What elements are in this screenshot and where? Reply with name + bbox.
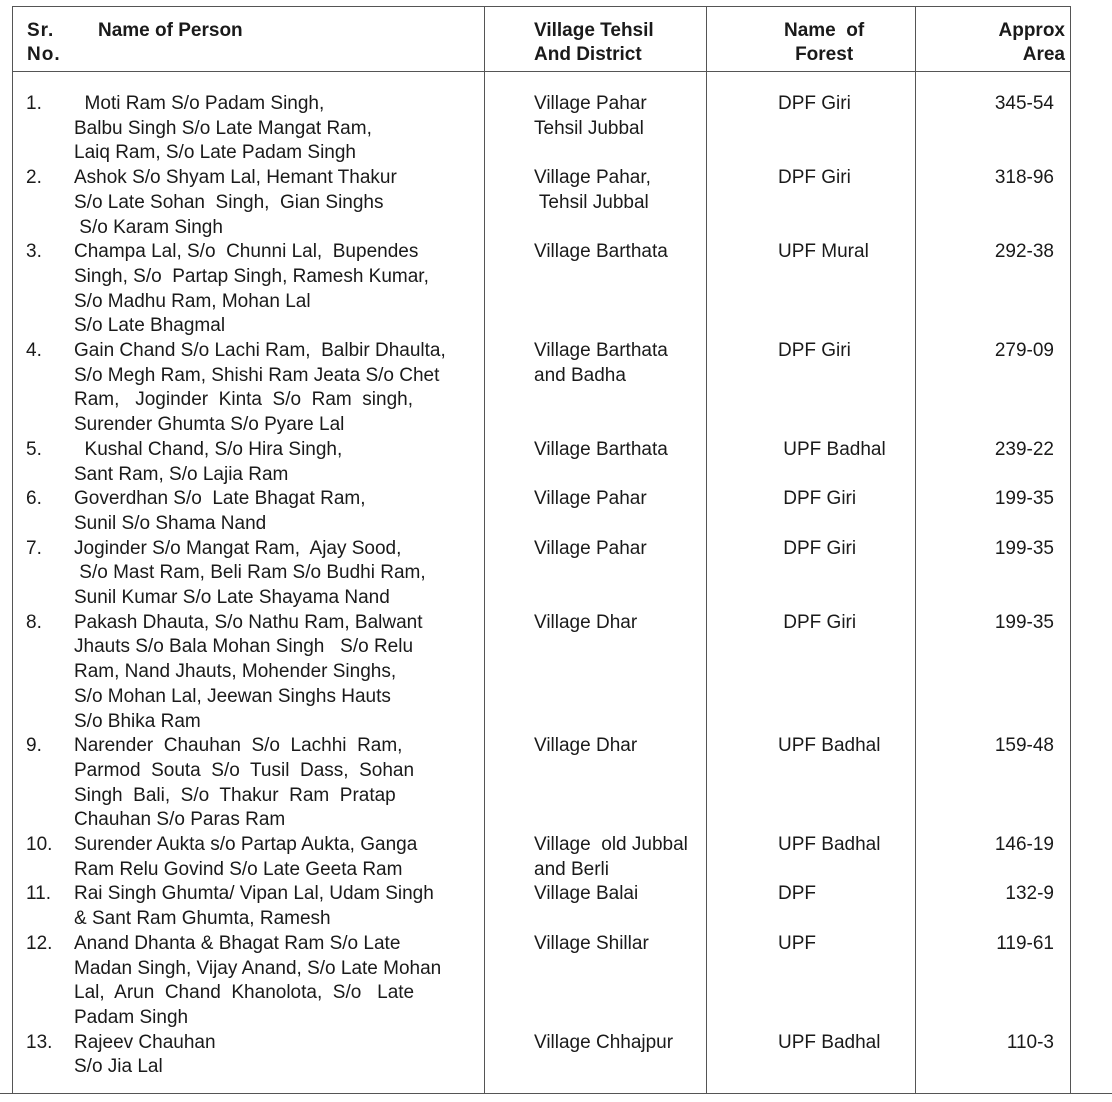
row-village: [534, 932, 704, 957]
village-line: Village Pahar: [534, 537, 647, 559]
bottom-rule: [0, 1093, 1112, 1094]
row-forest: DPF Giri: [778, 611, 857, 633]
row-sr-no: 3.: [26, 241, 42, 263]
person-name-line: Pakash Dhauta, S/o Nathu Ram, Balwant: [74, 611, 423, 633]
row-sr-no: 9.: [26, 735, 42, 757]
row-village: [534, 833, 704, 882]
row-village: [534, 537, 704, 562]
row-forest: DPF Giri: [778, 537, 857, 559]
person-name-line: S/o Madhu Ram, Mohan Lal: [74, 290, 311, 312]
row-sr-no: 2.: [26, 167, 42, 189]
header-area-line1: Approx: [998, 20, 1065, 41]
row-area: 199-35: [994, 488, 1054, 510]
row-person-names: [74, 438, 474, 487]
row-area: 318-96: [994, 167, 1054, 189]
row-person-names: [74, 734, 474, 833]
person-name-line: S/o Jia Lal: [74, 1056, 163, 1078]
person-name-line: Ram Relu Govind S/o Late Geeta Ram: [74, 858, 403, 880]
row-forest: DPF: [778, 883, 816, 905]
person-name-line: Goverdhan S/o Late Bhagat Ram,: [74, 488, 366, 510]
row-sr-no: 6.: [26, 488, 42, 510]
person-name-line: Gain Chand S/o Lachi Ram, Balbir Dhaulta,: [74, 340, 446, 361]
person-name-line: S/o Late Sohan Singh, Gian Singhs: [74, 191, 384, 213]
row-sr-no: 5.: [26, 438, 42, 460]
village-line: Village Barthata: [534, 241, 668, 263]
row-area: 199-35: [994, 537, 1054, 559]
person-name-line: Joginder S/o Mangat Ram, Ajay Sood,: [74, 537, 402, 559]
row-forest: UPF Badhal: [778, 834, 881, 855]
header-name-of-person: [98, 19, 243, 43]
person-name-line: Anand Dhanta & Bhagat Ram S/o Late: [74, 932, 401, 954]
row-area: 279-09: [994, 340, 1054, 361]
row-person-names: [74, 240, 474, 339]
person-name-line: Rai Singh Ghumta/ Vipan Lal, Udam Singh: [74, 883, 434, 905]
column-divider: [706, 6, 707, 1094]
row-forest: DPF Giri: [778, 167, 851, 189]
row-forest: UPF Badhal: [778, 438, 886, 460]
person-name-line: Singh, S/o Partap Singh, Ramesh Kumar,: [74, 265, 429, 287]
person-name-line: Ram, Joginder Kinta S/o Ram singh,: [74, 389, 413, 411]
header-sr-line1: Sr.: [27, 20, 55, 41]
row-person-names: [74, 537, 474, 611]
village-line: Village Shillar: [534, 932, 649, 954]
row-area: 132-9: [1005, 883, 1054, 905]
column-divider: [915, 6, 916, 1094]
row-person-names: [74, 339, 474, 438]
row-village: [534, 882, 704, 907]
person-name-line: Jhauts S/o Bala Mohan Singh S/o Relu: [74, 636, 414, 658]
row-area: 119-61: [996, 932, 1054, 954]
person-name-line: Laiq Ram, S/o Late Padam Singh: [74, 142, 357, 164]
row-forest: UPF: [778, 932, 816, 954]
row-area: 199-35: [994, 611, 1054, 633]
person-name-line: Chauhan S/o Paras Ram: [74, 809, 286, 831]
person-name-line: S/o Mohan Lal, Jeewan Singhs Hauts: [74, 685, 391, 707]
row-person-names: [74, 932, 474, 1031]
row-person-names: [74, 1031, 474, 1080]
village-line: Village Pahar: [534, 93, 647, 114]
village-line: Village Barthata: [534, 340, 668, 361]
village-line: Village Pahar,: [534, 167, 651, 189]
column-divider: [484, 6, 485, 1094]
row-forest: UPF Badhal: [778, 735, 881, 757]
village-line: Tehsil Jubbal: [534, 191, 649, 213]
row-village: [534, 166, 704, 215]
row-village: [534, 92, 704, 141]
header-name-text: Name of Person: [98, 20, 243, 41]
row-sr-no: 12.: [26, 932, 53, 954]
person-name-line: S/o Bhika Ram: [74, 710, 201, 732]
row-forest: DPF Giri: [778, 340, 851, 361]
row-person-names: [74, 487, 474, 536]
row-sr-no: 4.: [26, 340, 42, 361]
row-village: [534, 1031, 704, 1056]
row-forest: UPF Badhal: [778, 1031, 881, 1053]
row-village: [534, 240, 704, 265]
person-name-line: S/o Late Bhagmal: [74, 315, 226, 337]
row-forest: UPF Mural: [778, 241, 869, 263]
row-person-names: [74, 166, 474, 240]
header-village: [534, 19, 654, 67]
header-area: [983, 19, 1065, 67]
row-person-names: [74, 833, 474, 882]
header-area-line2: Area: [1022, 44, 1065, 65]
person-name-line: S/o Megh Ram, Shishi Ram Jeata S/o Chet: [74, 364, 440, 386]
person-name-line: Parmod Souta S/o Tusil Dass, Sohan: [74, 759, 415, 781]
village-line: Village Barthata: [534, 438, 668, 460]
row-village: [534, 487, 704, 512]
row-sr-no: 11.: [26, 883, 52, 905]
person-name-line: S/o Mast Ram, Beli Ram S/o Budhi Ram,: [74, 562, 426, 584]
village-line: and Berli: [534, 858, 609, 880]
row-sr-no: 13.: [26, 1031, 53, 1053]
person-name-line: S/o Karam Singh: [74, 216, 223, 238]
person-name-line: Surender Aukta s/o Partap Aukta, Ganga: [74, 834, 418, 855]
person-name-line: Narender Chauhan S/o Lachhi Ram,: [74, 735, 403, 757]
header-sr-no: [27, 19, 61, 67]
row-person-names: [74, 92, 474, 166]
village-line: Village old Jubbal: [534, 834, 688, 855]
village-line: and Badha: [534, 364, 626, 386]
person-name-line: Ram, Nand Jhauts, Mohender Singhs,: [74, 661, 397, 683]
person-name-line: Surender Ghumta S/o Pyare Lal: [74, 414, 345, 436]
person-name-line: Kushal Chand, S/o Hira Singh,: [74, 438, 343, 460]
village-line: Village Pahar: [534, 488, 647, 510]
header-divider: [12, 71, 1071, 72]
row-forest: DPF Giri: [778, 93, 851, 114]
row-sr-no: 8.: [26, 611, 42, 633]
village-line: Village Chhajpur: [534, 1031, 674, 1053]
row-area: 110-3: [1006, 1031, 1054, 1053]
person-name-line: & Sant Ram Ghumta, Ramesh: [74, 908, 331, 930]
person-name-line: Champa Lal, S/o Chunni Lal, Bupendes: [74, 241, 419, 263]
person-name-line: Sant Ram, S/o Lajia Ram: [74, 463, 289, 485]
row-village: [534, 734, 704, 759]
person-name-line: Moti Ram S/o Padam Singh,: [74, 93, 325, 114]
person-name-line: Sunil S/o Shama Nand: [74, 512, 267, 534]
village-line: Village Dhar: [534, 611, 638, 633]
row-village: [534, 339, 704, 388]
person-name-line: Lal, Arun Chand Khanolota, S/o Late: [74, 982, 415, 1004]
village-line: Tehsil Jubbal: [534, 117, 644, 139]
row-forest: DPF Giri: [778, 488, 857, 510]
header-village-line1: Village Tehsil: [534, 20, 654, 41]
row-area: 146-19: [994, 834, 1054, 855]
row-area: 292-38: [994, 241, 1054, 263]
header-forest: [784, 19, 864, 67]
row-sr-no: 1.: [26, 93, 42, 114]
header-forest-line1: Name of: [784, 20, 865, 41]
header-sr-line2: No.: [27, 44, 61, 65]
row-person-names: [74, 611, 474, 735]
row-village: [534, 611, 704, 636]
person-name-line: Madan Singh, Vijay Anand, S/o Late Mohan: [74, 957, 442, 979]
person-name-line: Ashok S/o Shyam Lal, Hemant Thakur: [74, 167, 397, 189]
row-area: 239-22: [994, 438, 1054, 460]
village-line: Village Dhar: [534, 735, 638, 757]
person-name-line: Sunil Kumar S/o Late Shayama Nand: [74, 587, 390, 608]
row-person-names: [74, 882, 474, 931]
header-forest-line2: Forest: [795, 44, 854, 65]
row-area: 345-54: [994, 93, 1054, 114]
person-name-line: Padam Singh: [74, 1006, 189, 1028]
header-village-line2: And District: [534, 44, 642, 65]
row-sr-no: 7.: [26, 537, 42, 559]
person-name-line: Singh Bali, S/o Thakur Ram Pratap: [74, 784, 396, 806]
person-name-line: Balbu Singh S/o Late Mangat Ram,: [74, 117, 372, 139]
row-village: [534, 438, 704, 463]
person-name-line: Rajeev Chauhan: [74, 1031, 216, 1053]
village-line: Village Balai: [534, 883, 639, 905]
row-sr-no: 10.: [26, 834, 53, 855]
row-area: 159-48: [994, 735, 1054, 757]
